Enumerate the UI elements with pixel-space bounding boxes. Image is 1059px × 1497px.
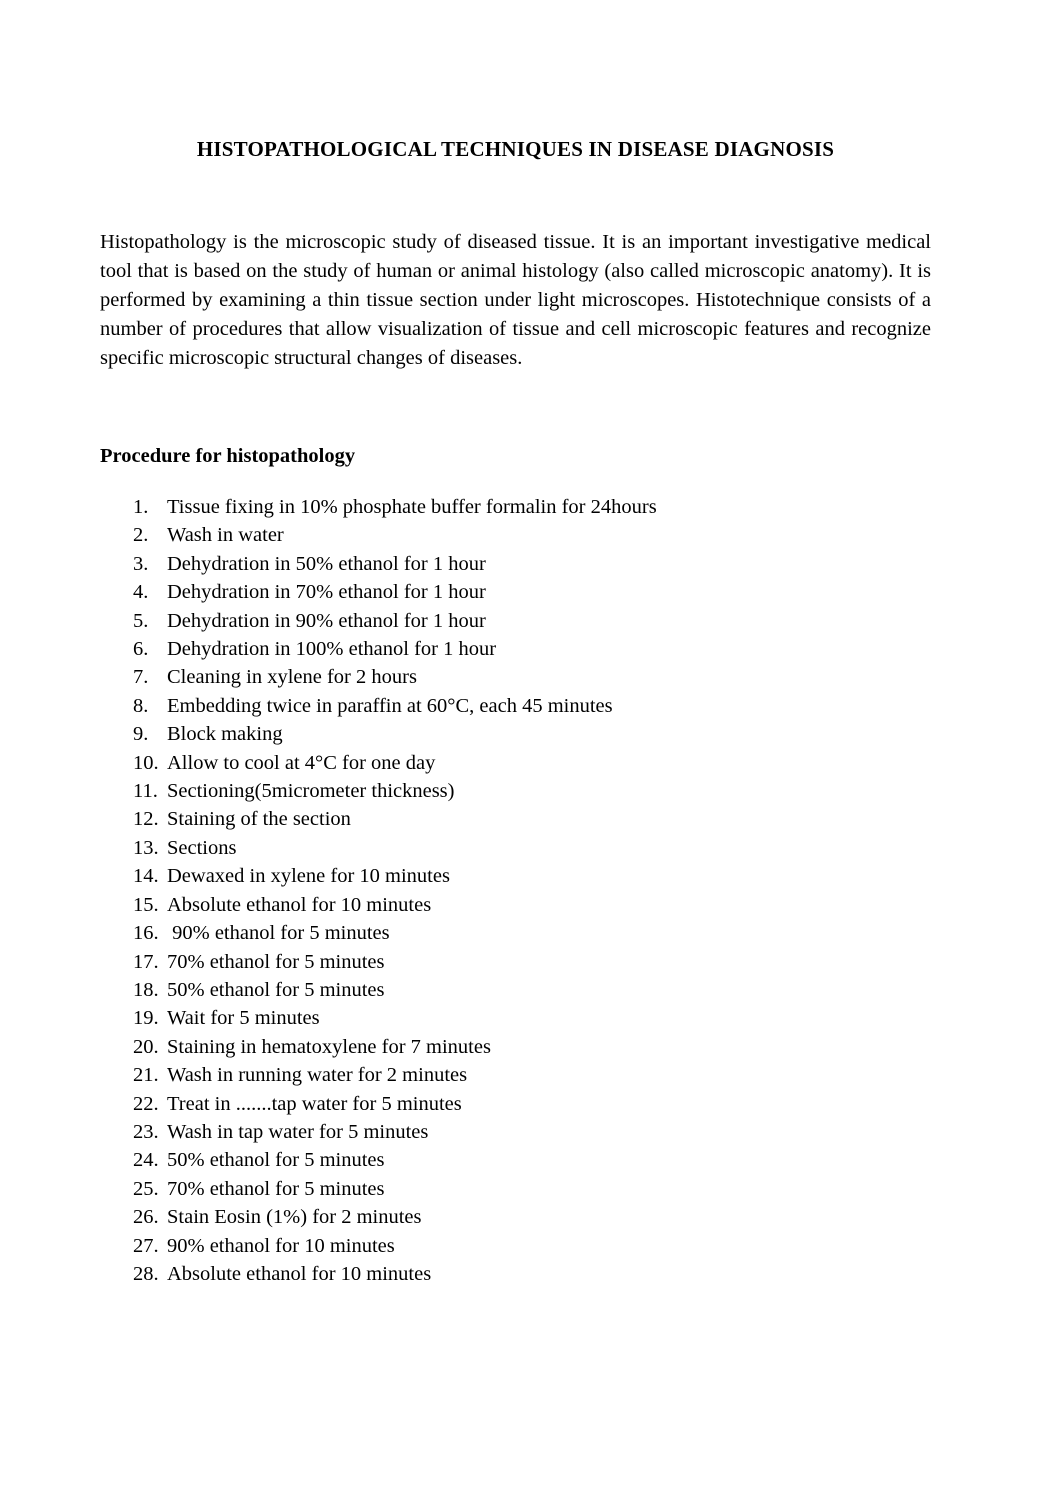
step-number: 22.: [133, 1092, 159, 1115]
step-text: Wash in running water for 2 minutes: [167, 1064, 468, 1087]
procedure-step: [100, 948, 931, 976]
step-text: Embedding twice in paraffin at 60°C, each 45 minutes: [167, 694, 613, 717]
step-text: Wash in water: [167, 524, 284, 547]
step-number: 5.: [133, 609, 149, 632]
step-number: 19.: [133, 1007, 159, 1030]
step-text: 50% ethanol for 5 minutes: [167, 1149, 385, 1172]
procedure-step: [100, 1260, 931, 1288]
procedure-step: [100, 919, 931, 947]
procedure-step: [100, 749, 931, 777]
step-number: 28.: [133, 1262, 159, 1285]
procedure-step: [100, 1004, 931, 1032]
step-number: 13.: [133, 836, 159, 859]
step-text: Dewaxed in xylene for 10 minutes: [167, 865, 450, 888]
step-number: 24.: [133, 1149, 159, 1172]
procedure-step: [100, 1175, 931, 1203]
step-text: Dehydration in 90% ethanol for 1 hour: [167, 609, 486, 632]
procedure-step: [100, 1146, 931, 1174]
section-heading: Procedure for histopathology: [100, 445, 356, 467]
procedure-step: [100, 1090, 931, 1118]
procedure-step: [100, 834, 931, 862]
step-text: Stain Eosin (1%) for 2 minutes: [167, 1206, 422, 1229]
step-text: Block making: [167, 723, 283, 746]
step-number: 6.: [133, 638, 149, 661]
step-text: Absolute ethanol for 10 minutes: [167, 1262, 432, 1285]
step-number: 16.: [133, 922, 159, 945]
intro-paragraph: Histopathology is the microscopic study of diseased tissue. It is an important investigative medical tool that is based on the study of human or animal histology (also called microscopic anatomy). It is performed by examining a thin tissue section under light microscopes. Histotechnique consists of a number of procedures that allow visualization of tissue and cell microscopic features and recognize specific microscopic structural changes of diseases.: [100, 231, 931, 369]
step-number: 7.: [133, 666, 149, 689]
step-number: 21.: [133, 1064, 159, 1087]
step-number: 20.: [133, 1035, 159, 1058]
step-text: Dehydration in 70% ethanol for 1 hour: [167, 581, 486, 604]
step-number: 18.: [133, 978, 159, 1001]
procedure-step: [100, 891, 931, 919]
procedure-step: [100, 578, 931, 606]
step-number: 12.: [133, 808, 159, 831]
step-number: 17.: [133, 950, 159, 973]
step-text: Tissue fixing in 10% phosphate buffer formalin for 24hours: [167, 496, 657, 518]
procedure-step: [100, 720, 931, 748]
step-number: 2.: [133, 524, 149, 547]
step-text: Wash in tap water for 5 minutes: [167, 1120, 429, 1143]
step-text: 50% ethanol for 5 minutes: [167, 978, 385, 1001]
procedure-step: [100, 550, 931, 578]
procedure-list: [100, 493, 931, 1288]
procedure-step: [100, 976, 931, 1004]
procedure-step: [100, 663, 931, 691]
step-text: Dehydration in 50% ethanol for 1 hour: [167, 552, 486, 575]
procedure-step: [100, 692, 931, 720]
step-number: 10.: [133, 751, 159, 774]
step-text: 70% ethanol for 5 minutes: [167, 1177, 385, 1200]
step-text: Treat in .......tap water for 5 minutes: [167, 1092, 462, 1115]
step-number: 26.: [133, 1206, 159, 1229]
procedure-step: [100, 607, 931, 635]
step-text: Sectioning(5micrometer thickness): [167, 780, 455, 803]
step-text: Staining in hematoxylene for 7 minutes: [167, 1035, 491, 1058]
procedure-step: [100, 862, 931, 890]
step-text: Cleaning in xylene for 2 hours: [167, 666, 417, 689]
document-content: [100, 0, 931, 1288]
procedure-step: [100, 1061, 931, 1089]
step-number: 4.: [133, 581, 149, 604]
step-text: Allow to cool at 4°C for one day: [167, 751, 436, 774]
step-number: 25.: [133, 1177, 159, 1200]
step-text: 90% ethanol for 5 minutes: [167, 922, 390, 945]
step-text: Staining of the section: [167, 808, 351, 831]
procedure-step: [100, 1232, 931, 1260]
step-number: 1.: [133, 496, 149, 518]
procedure-step: [100, 777, 931, 805]
procedure-step: [100, 1203, 931, 1231]
step-number: 9.: [133, 723, 149, 746]
step-text: Absolute ethanol for 10 minutes: [167, 893, 432, 916]
step-text: Dehydration in 100% ethanol for 1 hour: [167, 638, 497, 661]
step-number: 3.: [133, 552, 149, 575]
step-number: 11.: [133, 780, 158, 803]
step-text: Wait for 5 minutes: [167, 1007, 320, 1030]
step-text: Sections: [167, 836, 237, 859]
procedure-step: [100, 1033, 931, 1061]
step-number: 15.: [133, 893, 159, 916]
step-number: 27.: [133, 1234, 159, 1257]
procedure-step: [100, 805, 931, 833]
step-text: 90% ethanol for 10 minutes: [167, 1234, 395, 1257]
step-number: 8.: [133, 694, 149, 717]
procedure-step: [100, 635, 931, 663]
step-number: 23.: [133, 1120, 159, 1143]
procedure-step: [100, 521, 931, 549]
document-title: HISTOPATHOLOGICAL TECHNIQUES IN DISEASE DIAGNOSIS: [196, 137, 835, 161]
procedure-step: [100, 1118, 931, 1146]
step-text: 70% ethanol for 5 minutes: [167, 950, 385, 973]
procedure-step: [100, 493, 931, 521]
step-number: 14.: [133, 865, 159, 888]
